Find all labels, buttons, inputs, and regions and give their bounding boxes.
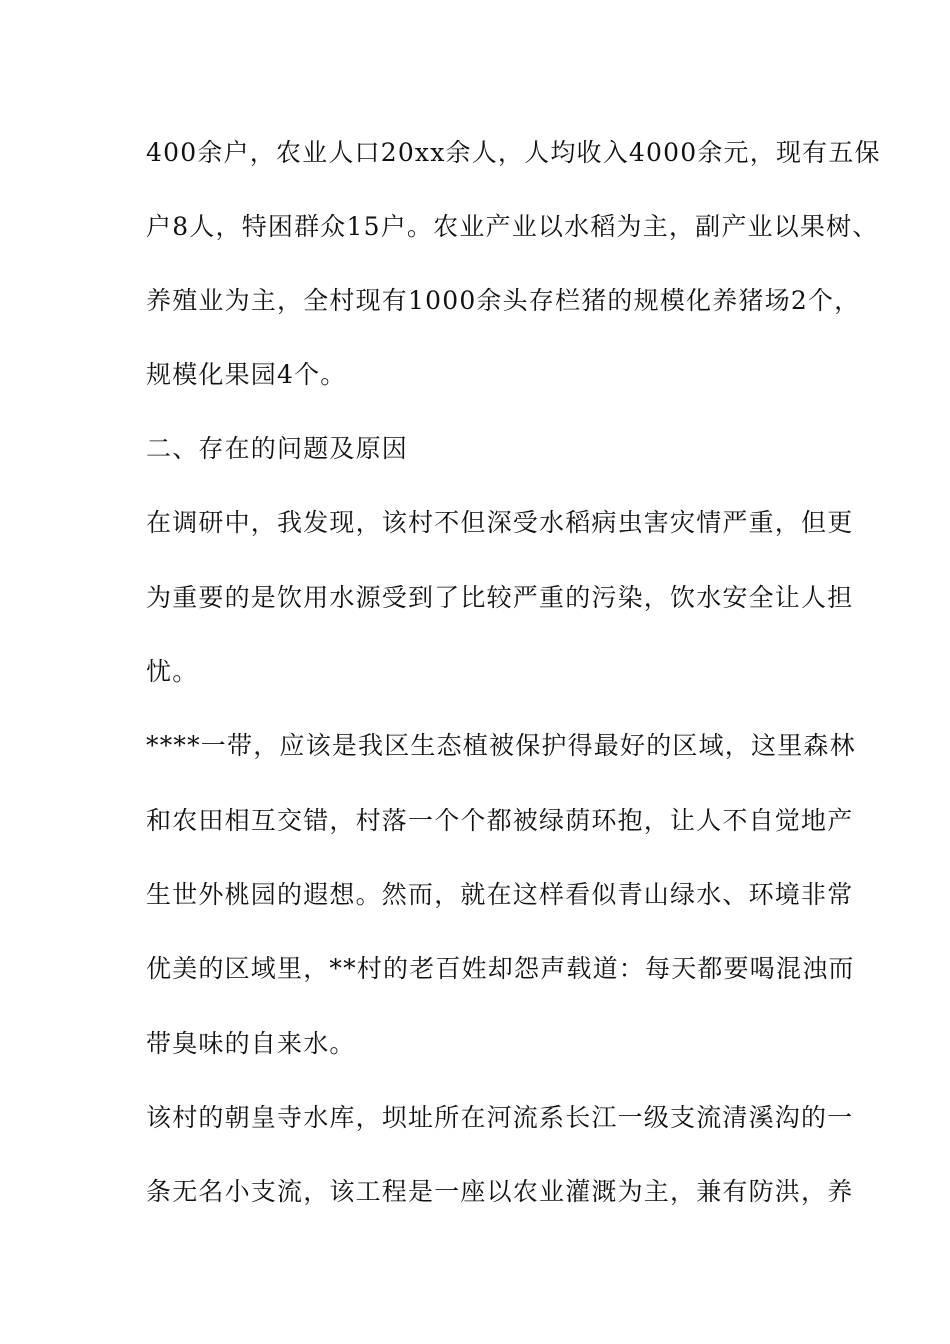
section-heading: 二、存在的问题及原因: [146, 434, 409, 463]
paragraph-line: 忧。: [146, 657, 199, 686]
paragraph-line: 和农田相互交错，村落一个个都被绿荫环抱，让人不自觉地产: [146, 806, 854, 835]
paragraph-line: 该村的朝皇寺水库，坝址所在河流系长江一级支流清溪沟的一: [146, 1103, 854, 1132]
paragraph-line: 户8人，特困群众15户。农业产业以水稻为主，副产业以果树、: [146, 212, 879, 241]
paragraph-line: 优美的区域里，**村的老百姓却怨声载道：每天都要喝混浊而: [146, 954, 855, 983]
paragraph-line: 400余户，农业人口20xx余人，人均收入4000余元，现有五保: [146, 138, 881, 167]
paragraph-line: 带臭味的自来水。: [146, 1029, 356, 1058]
paragraph-line: 养殖业为主，全村现有1000余头存栏猪的规模化养猪场2个，: [146, 286, 861, 315]
paragraph-line: 为重要的是饮用水源受到了比较严重的污染，饮水安全让人担: [146, 583, 854, 612]
paragraph-line: 条无名小支流，该工程是一座以农业灌溉为主，兼有防洪，养: [146, 1177, 854, 1206]
paragraph-line: 生世外桃园的遐想。然而，就在这样看似青山绿水、环境非常: [146, 880, 854, 909]
paragraph-line: 在调研中，我发现，该村不但深受水稻病虫害灾情严重，但更: [146, 508, 854, 537]
paragraph-line: ****一带，应该是我区生态植被保护得最好的区域，这里森林: [146, 731, 856, 760]
paragraph-line: 规模化果园4个。: [146, 360, 347, 389]
